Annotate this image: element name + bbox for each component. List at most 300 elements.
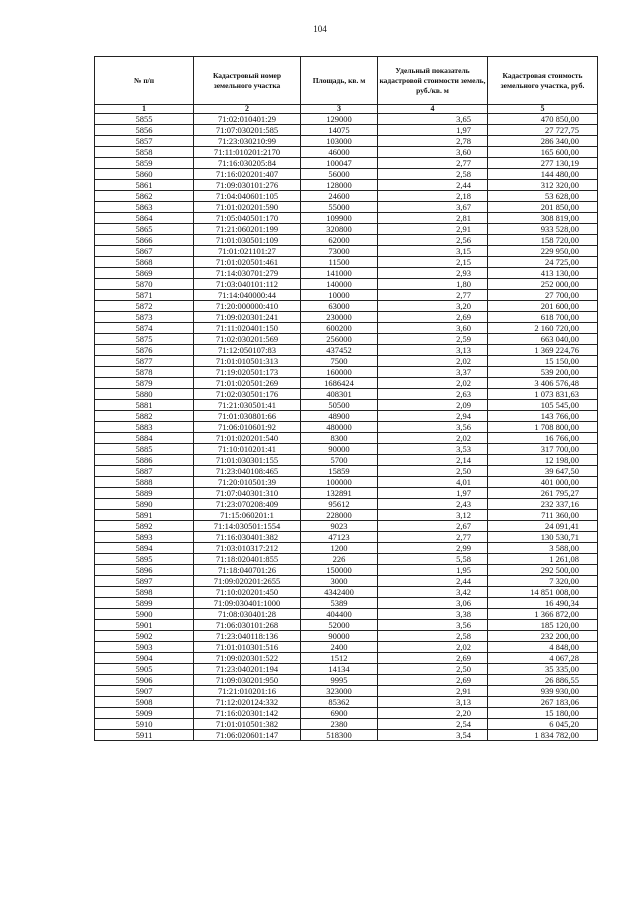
table-row [95, 422, 598, 433]
cell-area: 150000 [301, 565, 378, 576]
cell-number: 5858 [95, 147, 194, 158]
table-row [95, 587, 598, 598]
cell-cadastral-number: 71:06:010601:92 [194, 422, 301, 433]
cell-area: 2400 [301, 642, 378, 653]
cell-cadastral-number: 71:23:030210:99 [194, 136, 301, 147]
cell-unit-rate: 3,54 [378, 730, 488, 741]
cell-unit-rate: 3,37 [378, 367, 488, 378]
cell-cadastral-value: 158 720,00 [488, 235, 598, 246]
cell-cadastral-number: 71:20:010501:39 [194, 477, 301, 488]
cell-unit-rate: 2,02 [378, 642, 488, 653]
cell-cadastral-number: 71:01:010501:382 [194, 719, 301, 730]
cell-area: 5700 [301, 455, 378, 466]
table-row [95, 125, 598, 136]
cell-unit-rate: 1,80 [378, 279, 488, 290]
cell-cadastral-value: 16 766,00 [488, 433, 598, 444]
cell-area: 132891 [301, 488, 378, 499]
cell-number: 5904 [95, 653, 194, 664]
cell-number: 5892 [95, 521, 194, 532]
cell-number: 5884 [95, 433, 194, 444]
cell-cadastral-value: 201 850,00 [488, 202, 598, 213]
cell-cadastral-number: 71:16:020301:142 [194, 708, 301, 719]
table-row [95, 642, 598, 653]
cell-area: 47123 [301, 532, 378, 543]
cell-cadastral-number: 71:10:020201:450 [194, 587, 301, 598]
cell-unit-rate: 2,14 [378, 455, 488, 466]
cell-number: 5893 [95, 532, 194, 543]
cell-unit-rate: 3,42 [378, 587, 488, 598]
cell-area: 4342400 [301, 587, 378, 598]
table-header-row [95, 57, 598, 105]
table-row [95, 147, 598, 158]
cell-cadastral-value: 16 490,34 [488, 598, 598, 609]
cell-cadastral-number: 71:21:030501:41 [194, 400, 301, 411]
cell-cadastral-value: 3 406 576,48 [488, 378, 598, 389]
cell-cadastral-value: 4 848,00 [488, 642, 598, 653]
cell-number: 5860 [95, 169, 194, 180]
cell-number: 5907 [95, 686, 194, 697]
cell-area: 90000 [301, 631, 378, 642]
table-body [95, 114, 598, 741]
cell-area: 56000 [301, 169, 378, 180]
cell-area: 2380 [301, 719, 378, 730]
cell-cadastral-value: 1 834 782,00 [488, 730, 598, 741]
cell-area: 1512 [301, 653, 378, 664]
cell-cadastral-value: 1 261,08 [488, 554, 598, 565]
cell-cadastral-number: 71:14:030701:279 [194, 268, 301, 279]
cell-cadastral-value: 2 160 720,00 [488, 323, 598, 334]
table-row [95, 356, 598, 367]
cell-cadastral-value: 308 819,00 [488, 213, 598, 224]
cell-cadastral-value: 933 528,00 [488, 224, 598, 235]
column-index-row [95, 105, 598, 114]
cell-area: 141000 [301, 268, 378, 279]
cell-cadastral-value: 286 340,00 [488, 136, 598, 147]
cell-area: 226 [301, 554, 378, 565]
cell-number: 5911 [95, 730, 194, 741]
cell-unit-rate: 3,56 [378, 620, 488, 631]
cell-unit-rate: 3,60 [378, 147, 488, 158]
cell-cadastral-value: 12 198,00 [488, 455, 598, 466]
cell-unit-rate: 2,54 [378, 719, 488, 730]
cell-cadastral-number: 71:14:040000:44 [194, 290, 301, 301]
cell-unit-rate: 2,02 [378, 356, 488, 367]
cell-unit-rate: 2,94 [378, 411, 488, 422]
cell-unit-rate: 3,38 [378, 609, 488, 620]
cell-cadastral-number: 71:01:010501:313 [194, 356, 301, 367]
cell-cadastral-value: 711 360,00 [488, 510, 598, 521]
cell-cadastral-value: 1 366 872,00 [488, 609, 598, 620]
column-header-number: № п/п [95, 57, 194, 105]
cell-cadastral-number: 71:23:040108:465 [194, 466, 301, 477]
table-row [95, 686, 598, 697]
table-row [95, 554, 598, 565]
cell-unit-rate: 3,53 [378, 444, 488, 455]
cell-area: 8300 [301, 433, 378, 444]
cell-area: 256000 [301, 334, 378, 345]
cell-cadastral-value: 130 530,71 [488, 532, 598, 543]
cell-unit-rate: 2,93 [378, 268, 488, 279]
table-row [95, 268, 598, 279]
cell-number: 5878 [95, 367, 194, 378]
cell-unit-rate: 2,44 [378, 576, 488, 587]
cell-cadastral-number: 71:23:040201:194 [194, 664, 301, 675]
cell-cadastral-value: 939 930,00 [488, 686, 598, 697]
table-row [95, 191, 598, 202]
table-row [95, 312, 598, 323]
cell-cadastral-number: 71:01:020501:269 [194, 378, 301, 389]
cell-cadastral-number: 71:18:040701:26 [194, 565, 301, 576]
cell-area: 160000 [301, 367, 378, 378]
table-row [95, 631, 598, 642]
cell-area: 14075 [301, 125, 378, 136]
table-row [95, 565, 598, 576]
cell-cadastral-number: 71:01:010301:516 [194, 642, 301, 653]
column-index: 2 [194, 105, 301, 114]
cell-number: 5888 [95, 477, 194, 488]
cell-area: 100000 [301, 477, 378, 488]
cell-number: 5879 [95, 378, 194, 389]
cell-unit-rate: 2,18 [378, 191, 488, 202]
column-index: 5 [488, 105, 598, 114]
cell-number: 5906 [95, 675, 194, 686]
cell-number: 5885 [95, 444, 194, 455]
cell-unit-rate: 3,67 [378, 202, 488, 213]
cell-area: 63000 [301, 301, 378, 312]
cell-unit-rate: 2,77 [378, 290, 488, 301]
cell-cadastral-value: 252 000,00 [488, 279, 598, 290]
cell-number: 5868 [95, 257, 194, 268]
table-row [95, 477, 598, 488]
cell-area: 73000 [301, 246, 378, 257]
cell-unit-rate: 2,69 [378, 675, 488, 686]
cell-cadastral-number: 71:09:020301:241 [194, 312, 301, 323]
cell-cadastral-number: 71:01:020201:590 [194, 202, 301, 213]
cell-unit-rate: 3,20 [378, 301, 488, 312]
cell-unit-rate: 2,09 [378, 400, 488, 411]
cell-number: 5881 [95, 400, 194, 411]
cell-unit-rate: 2,69 [378, 312, 488, 323]
cell-area: 55000 [301, 202, 378, 213]
cell-unit-rate: 2,91 [378, 686, 488, 697]
cell-cadastral-value: 470 850,00 [488, 114, 598, 125]
cell-number: 5871 [95, 290, 194, 301]
cell-cadastral-number: 71:09:030101:276 [194, 180, 301, 191]
cell-number: 5899 [95, 598, 194, 609]
table-row [95, 708, 598, 719]
cell-cadastral-value: 232 200,00 [488, 631, 598, 642]
cell-cadastral-number: 71:01:030801:66 [194, 411, 301, 422]
cell-number: 5895 [95, 554, 194, 565]
cell-area: 5389 [301, 598, 378, 609]
cell-unit-rate: 2,56 [378, 235, 488, 246]
cell-cadastral-number: 71:12:020124:332 [194, 697, 301, 708]
column-index: 3 [301, 105, 378, 114]
table-row [95, 290, 598, 301]
cell-unit-rate: 3,56 [378, 422, 488, 433]
table-row [95, 246, 598, 257]
cell-cadastral-number: 71:10:010201:41 [194, 444, 301, 455]
cell-cadastral-number: 71:09:030401:1000 [194, 598, 301, 609]
table-row [95, 455, 598, 466]
table-row [95, 664, 598, 675]
cell-cadastral-value: 232 337,16 [488, 499, 598, 510]
table-row [95, 466, 598, 477]
cell-cadastral-value: 1 073 831,63 [488, 389, 598, 400]
cell-cadastral-value: 277 130,19 [488, 158, 598, 169]
cell-cadastral-number: 71:01:020501:461 [194, 257, 301, 268]
cell-area: 437452 [301, 345, 378, 356]
cell-cadastral-number: 71:16:030401:382 [194, 532, 301, 543]
cell-cadastral-number: 71:20:000000:410 [194, 301, 301, 312]
cell-number: 5897 [95, 576, 194, 587]
cell-unit-rate: 2,20 [378, 708, 488, 719]
cell-area: 109900 [301, 213, 378, 224]
cell-number: 5908 [95, 697, 194, 708]
cell-unit-rate: 2,02 [378, 433, 488, 444]
cell-area: 100047 [301, 158, 378, 169]
cell-area: 404400 [301, 609, 378, 620]
table-row [95, 488, 598, 499]
cell-area: 518300 [301, 730, 378, 741]
cell-cadastral-value: 24 725,00 [488, 257, 598, 268]
table-row [95, 334, 598, 345]
table-row [95, 345, 598, 356]
cell-unit-rate: 2,99 [378, 543, 488, 554]
cell-unit-rate: 2,58 [378, 631, 488, 642]
table-row [95, 213, 598, 224]
cell-unit-rate: 2,15 [378, 257, 488, 268]
cell-cadastral-number: 71:06:020601:147 [194, 730, 301, 741]
cell-area: 600200 [301, 323, 378, 334]
column-index: 1 [95, 105, 194, 114]
cell-cadastral-value: 24 091,41 [488, 521, 598, 532]
cell-number: 5861 [95, 180, 194, 191]
cell-number: 5865 [95, 224, 194, 235]
cell-cadastral-number: 71:16:020201:407 [194, 169, 301, 180]
cell-cadastral-number: 71:08:030401:28 [194, 609, 301, 620]
cell-unit-rate: 2,02 [378, 378, 488, 389]
cell-cadastral-number: 71:04:040601:105 [194, 191, 301, 202]
cell-area: 320800 [301, 224, 378, 235]
cell-area: 3000 [301, 576, 378, 587]
table-row [95, 235, 598, 246]
cell-number: 5894 [95, 543, 194, 554]
cell-unit-rate: 3,13 [378, 345, 488, 356]
cell-unit-rate: 2,59 [378, 334, 488, 345]
table-row [95, 444, 598, 455]
cell-area: 14134 [301, 664, 378, 675]
table-row [95, 598, 598, 609]
cell-area: 85362 [301, 697, 378, 708]
cell-unit-rate: 3,13 [378, 697, 488, 708]
cell-cadastral-value: 539 200,00 [488, 367, 598, 378]
table-row [95, 202, 598, 213]
cell-cadastral-number: 71:16:030205:84 [194, 158, 301, 169]
cell-cadastral-value: 401 000,00 [488, 477, 598, 488]
cell-cadastral-value: 27 727,75 [488, 125, 598, 136]
table-row [95, 323, 598, 334]
cell-cadastral-number: 71:21:010201:16 [194, 686, 301, 697]
cell-number: 5867 [95, 246, 194, 257]
cell-number: 5856 [95, 125, 194, 136]
cell-area: 15859 [301, 466, 378, 477]
cell-cadastral-number: 71:07:030201:585 [194, 125, 301, 136]
table-row [95, 521, 598, 532]
table-row [95, 730, 598, 741]
cell-cadastral-value: 26 886,55 [488, 675, 598, 686]
cell-cadastral-value: 663 040,00 [488, 334, 598, 345]
cell-number: 5900 [95, 609, 194, 620]
cell-area: 228000 [301, 510, 378, 521]
table-row [95, 719, 598, 730]
cell-cadastral-value: 6 045,20 [488, 719, 598, 730]
cell-area: 408301 [301, 389, 378, 400]
cell-unit-rate: 2,43 [378, 499, 488, 510]
cell-area: 230000 [301, 312, 378, 323]
cell-unit-rate: 1,95 [378, 565, 488, 576]
cell-number: 5886 [95, 455, 194, 466]
table-row [95, 653, 598, 664]
cell-number: 5859 [95, 158, 194, 169]
cell-unit-rate: 3,60 [378, 323, 488, 334]
cell-unit-rate: 1,97 [378, 125, 488, 136]
cell-number: 5870 [95, 279, 194, 290]
cell-cadastral-number: 71:11:020401:150 [194, 323, 301, 334]
cell-cadastral-value: 7 320,00 [488, 576, 598, 587]
cell-cadastral-number: 71:23:070208:409 [194, 499, 301, 510]
cell-unit-rate: 2,67 [378, 521, 488, 532]
cell-area: 9023 [301, 521, 378, 532]
cell-unit-rate: 2,44 [378, 180, 488, 191]
cell-area: 480000 [301, 422, 378, 433]
table-row [95, 532, 598, 543]
cell-number: 5864 [95, 213, 194, 224]
table-row [95, 411, 598, 422]
column-header-unit-rate: Удельный показатель кадастровой стоимости земель, руб./кв. м [378, 57, 488, 105]
cell-unit-rate: 5,58 [378, 554, 488, 565]
table-header [95, 57, 598, 114]
column-header-area: Площадь, кв. м [301, 57, 378, 105]
cell-number: 5891 [95, 510, 194, 521]
cell-number: 5880 [95, 389, 194, 400]
table-row [95, 257, 598, 268]
cell-area: 11500 [301, 257, 378, 268]
cell-unit-rate: 2,78 [378, 136, 488, 147]
cell-number: 5905 [95, 664, 194, 675]
cell-number: 5872 [95, 301, 194, 312]
table-row [95, 400, 598, 411]
cell-cadastral-number: 71:05:040501:170 [194, 213, 301, 224]
cell-cadastral-number: 71:06:030101:268 [194, 620, 301, 631]
cell-cadastral-value: 229 950,00 [488, 246, 598, 257]
cell-cadastral-value: 144 480,00 [488, 169, 598, 180]
table-row [95, 224, 598, 235]
table-row [95, 433, 598, 444]
cell-area: 140000 [301, 279, 378, 290]
cell-number: 5896 [95, 565, 194, 576]
cell-cadastral-number: 71:01:030301:155 [194, 455, 301, 466]
cell-number: 5909 [95, 708, 194, 719]
cell-cadastral-number: 71:12:050107:83 [194, 345, 301, 356]
table-row [95, 367, 598, 378]
cell-number: 5855 [95, 114, 194, 125]
cell-cadastral-number: 71:14:030501:1554 [194, 521, 301, 532]
cell-cadastral-value: 27 700,00 [488, 290, 598, 301]
table-row [95, 158, 598, 169]
cell-cadastral-number: 71:03:040101:112 [194, 279, 301, 290]
cell-unit-rate: 3,12 [378, 510, 488, 521]
cell-cadastral-number: 71:18:020401:855 [194, 554, 301, 565]
cell-number: 5910 [95, 719, 194, 730]
cell-number: 5869 [95, 268, 194, 279]
cell-cadastral-value: 185 120,00 [488, 620, 598, 631]
cell-number: 5890 [95, 499, 194, 510]
cell-number: 5903 [95, 642, 194, 653]
cell-unit-rate: 2,81 [378, 213, 488, 224]
table-row [95, 543, 598, 554]
column-header-cadastral-value: Кадастровая стоимость земельного участка, руб. [488, 57, 598, 105]
table-row [95, 620, 598, 631]
table-row [95, 499, 598, 510]
cell-cadastral-number: 71:15:060201:1 [194, 510, 301, 521]
cell-number: 5866 [95, 235, 194, 246]
table-row [95, 378, 598, 389]
cell-area: 6900 [301, 708, 378, 719]
table-row [95, 169, 598, 180]
cell-unit-rate: 2,50 [378, 466, 488, 477]
cell-cadastral-value: 35 335,00 [488, 664, 598, 675]
cell-cadastral-value: 3 588,00 [488, 543, 598, 554]
cell-cadastral-value: 143 766,00 [488, 411, 598, 422]
table-row [95, 609, 598, 620]
cell-cadastral-value: 292 500,00 [488, 565, 598, 576]
cell-area: 129000 [301, 114, 378, 125]
cell-number: 5875 [95, 334, 194, 345]
cell-area: 50500 [301, 400, 378, 411]
cell-area: 48900 [301, 411, 378, 422]
table-row [95, 697, 598, 708]
table-row [95, 180, 598, 191]
cell-number: 5877 [95, 356, 194, 367]
cell-area: 46000 [301, 147, 378, 158]
cell-cadastral-number: 71:11:010201:2170 [194, 147, 301, 158]
cell-cadastral-value: 261 795,27 [488, 488, 598, 499]
cell-area: 103000 [301, 136, 378, 147]
column-index: 4 [378, 105, 488, 114]
cell-unit-rate: 2,77 [378, 532, 488, 543]
cell-number: 5862 [95, 191, 194, 202]
cell-area: 95612 [301, 499, 378, 510]
cadastral-value-table [94, 56, 598, 741]
cell-area: 90000 [301, 444, 378, 455]
cell-cadastral-value: 1 369 224,76 [488, 345, 598, 356]
cell-cadastral-number: 71:09:020301:522 [194, 653, 301, 664]
cell-cadastral-value: 14 851 008,00 [488, 587, 598, 598]
cell-area: 1200 [301, 543, 378, 554]
cell-cadastral-number: 71:23:040118:136 [194, 631, 301, 642]
cell-unit-rate: 2,58 [378, 169, 488, 180]
cell-cadastral-value: 618 700,00 [488, 312, 598, 323]
cell-cadastral-number: 71:01:021101:27 [194, 246, 301, 257]
cell-number: 5902 [95, 631, 194, 642]
cell-cadastral-number: 71:09:030201:950 [194, 675, 301, 686]
cell-number: 5876 [95, 345, 194, 356]
cell-cadastral-number: 71:07:040301:310 [194, 488, 301, 499]
cell-area: 128000 [301, 180, 378, 191]
cell-area: 9995 [301, 675, 378, 686]
cell-cadastral-value: 413 130,00 [488, 268, 598, 279]
